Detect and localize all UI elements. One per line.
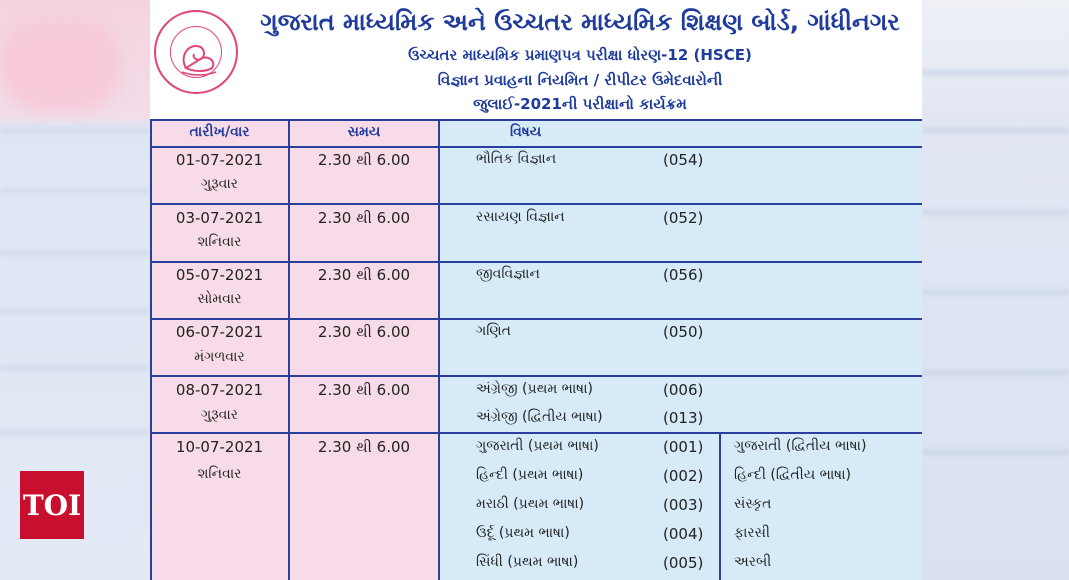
timetable: [150, 119, 922, 580]
blurred-line: [922, 290, 1069, 295]
schedule-title: જુલાઈ-2021ની પરીક્ષાનો કાર્યક્રમ: [473, 95, 687, 113]
row-date: 10-07-2021: [175, 438, 264, 456]
subject-code: (050): [663, 323, 704, 341]
subject-code: (054): [663, 151, 704, 169]
subject-name: અંગ્રેજી (દ્વિતીય ભાષા): [476, 409, 603, 425]
column-divider: [719, 432, 721, 580]
blurred-line: [0, 365, 150, 371]
blurred-line: [0, 128, 150, 134]
subject-code: (001): [663, 438, 704, 456]
exam-name: ઉચ્ચતર માધ્યમિક પ્રમાણપત્ર પરીક્ષા ધોરણ-12 (HSCE): [408, 46, 752, 64]
subject-name: ગુજરાતી (પ્રથમ ભાષા): [476, 438, 599, 454]
row-date: 06-07-2021: [175, 323, 264, 341]
blurred-line: [0, 188, 150, 194]
subject-alt: ફારસી: [734, 525, 771, 541]
row-time: 2.30 થી 6.00: [317, 438, 411, 456]
subject-name: મરાઠી (પ્રથમ ભાષા): [476, 496, 585, 512]
blurred-line: [0, 430, 150, 436]
subject-code: (003): [663, 496, 704, 514]
row-time: 2.30 થી 6.00: [317, 323, 411, 341]
toi-badge-label: TOI: [22, 488, 82, 522]
subject-code: (002): [663, 467, 704, 485]
row-time: 2.30 થી 6.00: [317, 151, 411, 169]
subject-code: (052): [663, 209, 704, 227]
row-time: 2.30 થી 6.00: [317, 381, 411, 399]
row-divider: [150, 119, 922, 121]
blurred-line: [0, 250, 150, 256]
subject-name: હિન્દી (પ્રથમ ભાષા): [476, 467, 584, 483]
blurred-line: [922, 70, 1069, 75]
row-divider: [150, 432, 922, 434]
row-day: શનિવાર: [197, 466, 242, 482]
subject-name: ભૌતિક વિજ્ઞાન: [476, 151, 557, 167]
row-date: 03-07-2021: [175, 209, 264, 227]
subject-code: (006): [663, 381, 704, 399]
row-day: શનિવાર: [197, 234, 242, 250]
subject-alt: અરબી: [734, 554, 772, 570]
blurred-line: [922, 210, 1069, 215]
row-day: ગુરૂવાર: [200, 407, 239, 423]
row-date: 08-07-2021: [175, 381, 264, 399]
board-seal-logo: [154, 10, 238, 94]
toi-badge: [20, 471, 84, 539]
row-time: 2.30 થી 6.00: [317, 209, 411, 227]
subject-alt: હિન્દી (દ્વિતીય ભાષા): [734, 467, 851, 483]
subject-name: ઉર્દૂ (પ્રથમ ભાષા): [476, 525, 570, 541]
subject-code: (056): [663, 266, 704, 284]
exam-timetable-document: [150, 0, 922, 580]
time-column-bg: [289, 119, 439, 580]
subject-alt: ગુજરાતી (દ્વિતીય ભાષા): [734, 438, 867, 454]
subject-alt: સંસ્કૃત: [734, 496, 772, 512]
subject-name: જીવવિજ્ઞાન: [476, 266, 540, 282]
subject-name: ગણિત: [476, 323, 511, 339]
row-divider: [150, 375, 922, 377]
header-time: સમય: [347, 124, 381, 140]
row-date: 05-07-2021: [175, 266, 264, 284]
row-divider: [150, 203, 922, 205]
subject-name: સિંધી (પ્રથમ ભાષા): [476, 554, 579, 570]
subject-code: (013): [663, 409, 704, 427]
blurred-line: [0, 308, 150, 314]
blurred-line: [922, 450, 1069, 455]
row-divider: [150, 146, 922, 148]
row-day: મંગળવાર: [194, 349, 245, 365]
board-name: ગુજરાત માધ્યમિક અને ઉચ્ચતર માધ્યમિક શિક્ષણ બોર્ડ, ગાંધીનગર: [260, 8, 900, 36]
subject-name: રસાયણ વિજ્ઞાન: [476, 209, 565, 225]
header-date: તારીખ/વાર: [189, 124, 250, 140]
row-time: 2.30 થી 6.00: [317, 266, 411, 284]
row-divider: [150, 261, 922, 263]
swan-emblem-icon: [156, 12, 240, 96]
subject-code: (004): [663, 525, 704, 543]
row-day: ગુરૂવાર: [200, 176, 239, 192]
candidate-stream: વિજ્ઞાન પ્રવાહના નિયમિત / રીપીટર ઉમેદવારોની: [437, 71, 723, 89]
subject-name: અંગ્રેજી (પ્રથમ ભાષા): [476, 381, 594, 397]
blurred-line: [922, 370, 1069, 375]
blurred-line: [922, 128, 1069, 133]
column-divider: [438, 119, 440, 580]
row-divider: [150, 318, 922, 320]
row-day: સોમવાર: [197, 291, 242, 307]
blurred-background-right: [922, 0, 1069, 580]
header-subject: વિષય: [510, 124, 542, 140]
row-date: 01-07-2021: [175, 151, 264, 169]
subject-code: (005): [663, 554, 704, 572]
blurred-logo-shape: [0, 20, 120, 110]
